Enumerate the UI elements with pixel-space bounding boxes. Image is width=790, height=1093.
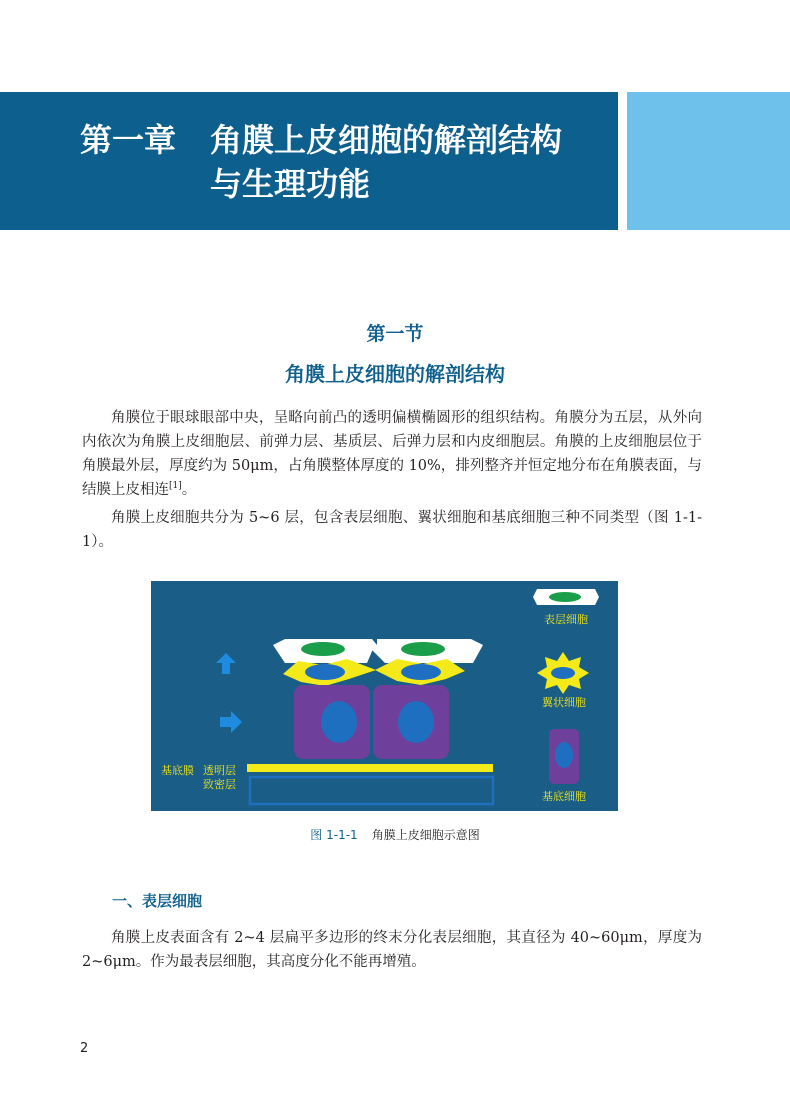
chapter-title: [80, 118, 562, 206]
label-basal-cells: 基底细胞: [542, 790, 586, 803]
subsection-heading: 一、表层细胞: [112, 892, 203, 910]
paragraph-3: 角膜上皮表面含有 2~4 层扁平多边形的终末分化表层细胞，其直径为 40~60μm，厚度为 2~6μm。作为最表层细胞，其高度分化不能再增殖。: [82, 930, 702, 970]
paragraph-1-end: 。: [181, 482, 197, 498]
figure-caption-text: 角膜上皮细胞示意图: [371, 828, 480, 842]
label-lamina-lucida: 透明层: [203, 764, 236, 777]
label-wing-cells: 翼状细胞: [542, 696, 586, 709]
label-superficial-cells: 表层细胞: [544, 613, 588, 626]
legend-basal-nucleus: [555, 742, 573, 768]
page-number: 2: [80, 1041, 89, 1056]
paragraph-1-text: 角膜位于眼球眼部中央，呈略向前凸的透明偏横椭圆形的组织结构。角膜分为五层，从外向内依次为角膜上皮细胞层、前弹力层、基质层、后弹力层和内皮细胞层。角膜的上皮细胞层位于角膜最外层，厚度约为 50μm，占角膜整体厚度的 10%，排列整齐并恒定地分布在角膜表面，与结膜上皮相连: [82, 410, 702, 498]
legend-superficial-nucleus: [549, 592, 581, 602]
legend-wing-nucleus: [551, 667, 575, 679]
epithelium-figure: [151, 581, 618, 811]
chapter-accent-block: [627, 92, 790, 230]
chapter-title-line2: 与生理功能: [210, 165, 371, 203]
basal-cell-nucleus: [398, 701, 434, 743]
label-basement-membrane: 基底膜: [161, 764, 194, 777]
superficial-cell-nucleus: [301, 642, 345, 656]
paragraph-1: [82, 406, 702, 502]
figure-caption: [0, 826, 790, 843]
reference-marker: [1]: [169, 481, 182, 491]
arrow-right-icon: [220, 711, 242, 733]
wing-cell-nucleus: [401, 664, 441, 680]
paragraph-2: 角膜上皮细胞共分为 5~6 层，包含表层细胞、翼状细胞和基底细胞三种不同类型（图 1-1-1）。: [82, 510, 702, 550]
basal-cell-nucleus: [321, 701, 357, 743]
lamina-lucida-bar: [247, 764, 493, 772]
wing-cell-nucleus: [305, 664, 345, 680]
figure-caption-number: 图 1-1-1: [310, 828, 358, 842]
lamina-densa-box: [250, 777, 493, 804]
superficial-cell-nucleus: [401, 642, 445, 656]
label-lamina-densa: 致密层: [203, 778, 236, 791]
section-number: 第一节: [366, 323, 424, 345]
arrow-up-icon: [216, 653, 236, 674]
section-title: 角膜上皮细胞的解剖结构: [285, 362, 505, 386]
chapter-number: 第一章: [80, 121, 177, 159]
chapter-title-line1: 角膜上皮细胞的解剖结构: [210, 121, 563, 159]
